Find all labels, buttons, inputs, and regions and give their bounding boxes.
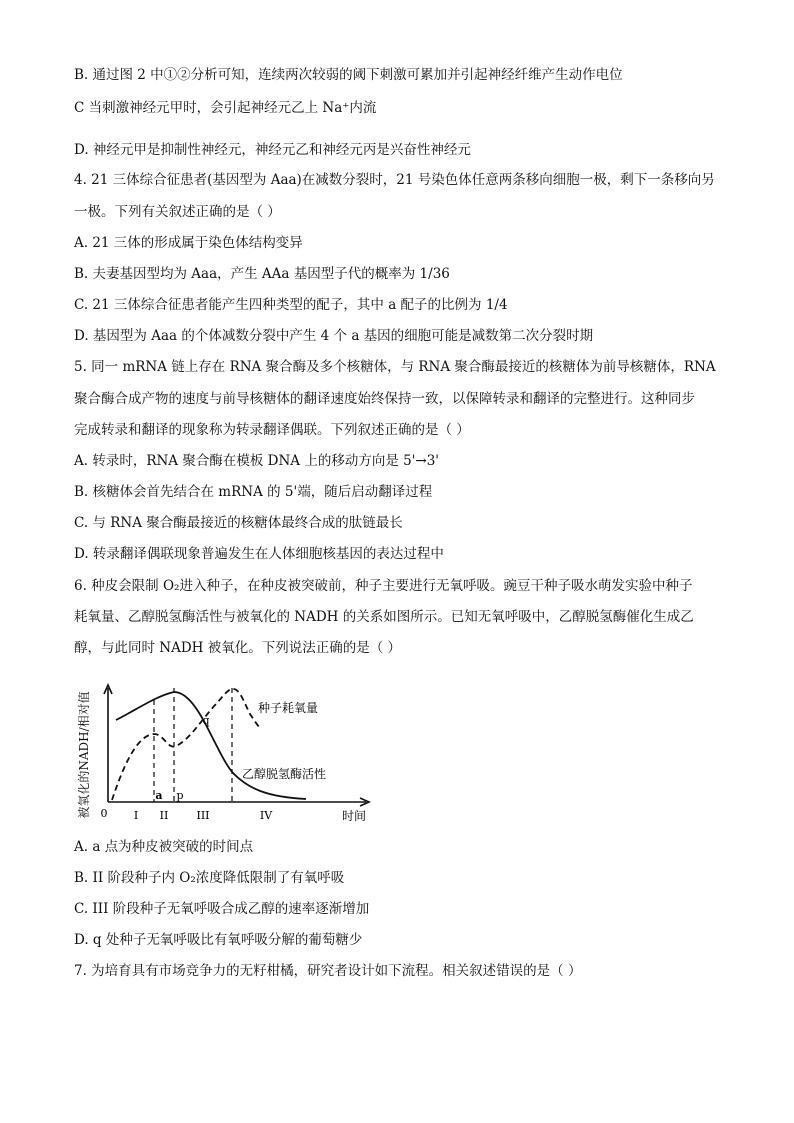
option-6A: A. a 点为种皮被突破的时间点 [74, 839, 254, 855]
option-4A: A. 21 三体的形成属于染色体结构变异 [74, 235, 303, 251]
point-label-p: p [176, 789, 184, 802]
option-4B: B. 夫妻基因型均为 Aaa，产生 AAa 基因型子代的概率为 1/36 [74, 266, 450, 282]
point-label-a: a [155, 789, 163, 802]
question-5-stem-cont2: 完成转录和翻译的现象称为转录翻译偶联。下列叙述正确的是（ ） [74, 422, 470, 438]
stage-label-1: I [133, 809, 139, 822]
stage-label-2: II [159, 809, 169, 822]
option-5B: B. 核糖体会首先结合在 mRNA 的 5'端，随后启动翻译过程 [74, 484, 433, 500]
question-5-stem-cont1: 聚合酶合成产物的速度与前导核糖体的翻译速度始终保持一致，以保障转录和翻译的完整进行。这种同步 [74, 391, 695, 407]
option-5D: D. 转录翻译偶联现象普遍发生在人体细胞核基因的表达过程中 [74, 546, 444, 562]
figure-axes [104, 685, 369, 806]
stage-label-4: IV [259, 809, 273, 822]
question-4-stem: 4. 21 三体综合征患者(基因型为 Aaa)在减数分裂时，21 号染色体任意两条移向细胞一极，剩下一条移向另 [74, 172, 715, 188]
option-5C: C. 与 RNA 聚合酶最接近的核糖体最终合成的肽链最长 [74, 515, 403, 531]
question-6-figure [70, 680, 380, 830]
option-5A: A. 转录时，RNA 聚合酶在模板 DNA 上的移动方向是 5'→3' [74, 453, 440, 469]
question-6-stem-cont2: 醇，与此同时 NADH 被氧化。下列说法正确的是（ ） [74, 640, 402, 656]
question-7-stem: 7. 为培育具有市场竞争力的无籽柑橘，研究者设计如下流程。相关叙述错误的是（ ） [74, 963, 582, 979]
option-4D: D. 基因型为 Aaa 的个体减数分裂中产生 4 个 a 基因的细胞可能是减数第二次分裂时期 [74, 328, 594, 344]
curve-label-enzyme: 乙醇脱氢酶活性 [242, 767, 327, 781]
stage-label-3: III [196, 809, 210, 822]
question-5-stem: 5. 同一 mRNA 链上存在 RNA 聚合酶及多个核糖体，与 RNA 聚合酶最接近的核糖体为前导核糖体，RNA [74, 359, 716, 375]
option-6C: C. III 阶段种子无氧呼吸合成乙醇的速率逐渐增加 [74, 901, 370, 917]
figure-origin: 0 [100, 807, 108, 820]
point-label-q: q [202, 714, 210, 727]
option-3B: B. 通过图 2 中①②分析可知，连续两次较弱的阈下刺激可累加并引起神经纤维产生动作电位 [74, 67, 623, 83]
question-6-stem-cont1: 耗氧量、乙醇脱氢酶活性与被氧化的 NADH 的关系如图所示。已知无氧呼吸中，乙醇脱氢酶催化生成乙 [74, 609, 694, 625]
option-6D: D. q 处种子无氧呼吸比有氧呼吸分解的葡萄糖少 [74, 932, 363, 948]
option-3C: C 当刺激神经元甲时，会引起神经元乙上 Na⁺内流 [74, 100, 377, 116]
option-3D: D. 神经元甲是抑制性神经元，神经元乙和神经元丙是兴奋性神经元 [74, 142, 471, 158]
option-6B: B. II 阶段种子内 O₂浓度降低限制了有氧呼吸 [74, 870, 345, 886]
figure-xlabel: 时间 [341, 809, 367, 823]
option-4C: C. 21 三体综合征患者能产生四种类型的配子，其中 a 配子的比例为 1/4 [74, 297, 508, 313]
question-4-stem-cont: 一极。下列有关叙述正确的是（ ） [74, 204, 281, 220]
figure-ylabel: 被氧化的NADH/相对值 [77, 691, 91, 819]
question-6-stem: 6. 种皮会限制 O₂进入种子，在种皮被突破前，种子主要进行无氧呼吸。豌豆干种子吸水萌发实验中种子 [74, 578, 693, 594]
curve-label-oxygen: 种子耗氧量 [258, 701, 319, 715]
oxygen-consumption-curve [112, 689, 260, 800]
